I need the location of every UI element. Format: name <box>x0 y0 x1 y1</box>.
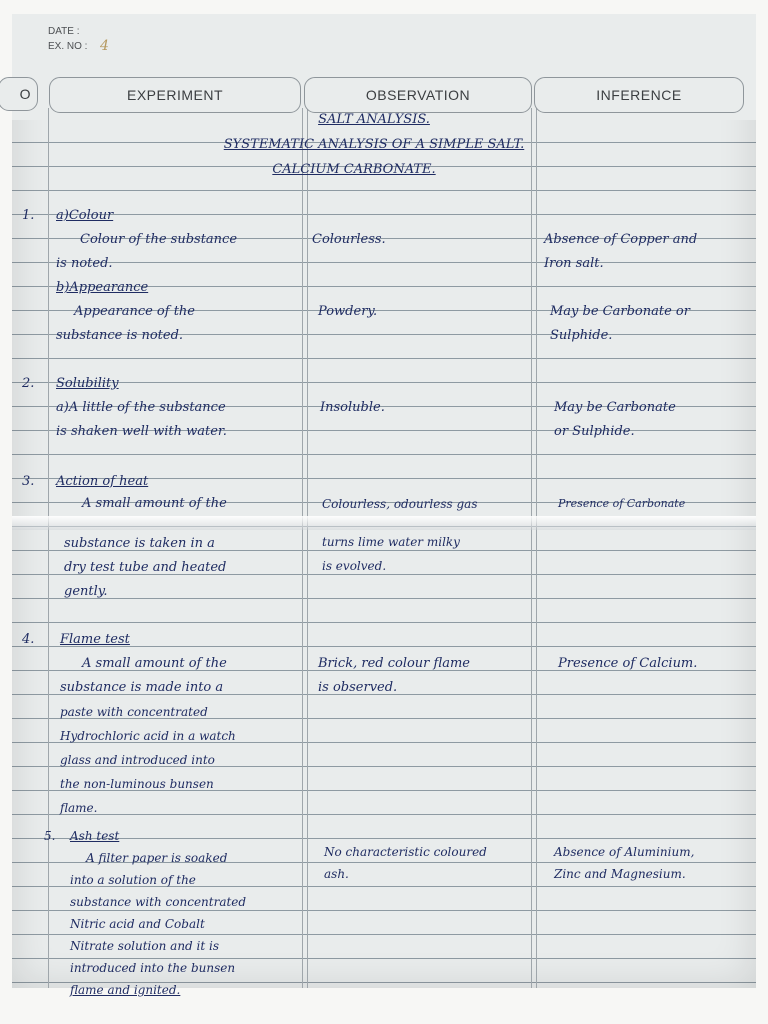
experiment-heading: Ash test <box>70 829 120 843</box>
experiment-heading: Action of heat <box>56 474 149 489</box>
experiment-text: substance with concentrated <box>70 895 247 909</box>
observation-text: Brick, red colour flame <box>318 656 470 671</box>
row-number: 3. <box>22 474 35 489</box>
observation-text: Colourless, odourless gas <box>322 497 478 511</box>
date-label: DATE : <box>48 26 80 37</box>
observation-text: Colourless. <box>312 232 386 247</box>
observation-text: turns lime water milky <box>322 535 460 549</box>
experiment-text: A filter paper is soaked <box>86 851 228 865</box>
inference-text: Sulphide. <box>550 328 613 343</box>
row-number: 1. <box>22 208 35 223</box>
title-systematic-analysis: SYSTEMATIC ANALYSIS OF A SIMPLE SALT. <box>223 137 525 152</box>
inference-text: May be Carbonate <box>554 400 676 415</box>
inference-text: Absence of Copper and <box>544 232 698 247</box>
experiment-text: the non-luminous bunsen <box>60 777 214 791</box>
column-header-inference: INFERENCE <box>534 77 744 113</box>
experiment-text: a)A little of the substance <box>56 400 226 415</box>
experiment-text: dry test tube and heated <box>64 560 227 575</box>
column-header-observation: OBSERVATION <box>304 77 532 113</box>
experiment-text: Appearance of the <box>74 304 195 319</box>
observation-text: Powdery. <box>318 304 378 319</box>
column-header-no: O <box>0 77 38 111</box>
experiment-text: A small amount of the <box>82 496 227 511</box>
row-number: 2. <box>22 376 35 391</box>
observation-text: ash. <box>324 867 349 881</box>
experiment-text: substance is taken in a <box>64 536 215 551</box>
column-rule-experiment <box>302 108 308 988</box>
experiment-text: substance is made into a <box>60 680 224 695</box>
experiment-text: flame. <box>60 801 98 815</box>
row-number: 4. <box>22 632 35 647</box>
inference-text: Iron salt. <box>544 256 604 271</box>
experiment-heading: Flame test <box>60 632 130 647</box>
observation-text: No characteristic coloured <box>324 845 487 859</box>
experiment-heading: b)Appearance <box>56 280 149 295</box>
inference-text: or Sulphide. <box>554 424 635 439</box>
inference-text: May be Carbonate or <box>550 304 690 319</box>
experiment-text: paste with concentrated <box>60 705 208 719</box>
inference-text: Absence of Aluminium, <box>554 845 695 859</box>
inference-text: Zinc and Magnesium. <box>554 867 686 881</box>
experiment-heading: a)Colour <box>56 208 114 223</box>
title-calcium-carbonate: CALCIUM CARBONATE. <box>272 162 436 177</box>
experiment-text: glass and introduced into <box>60 753 215 767</box>
exercise-number-value: 4 <box>100 38 109 54</box>
experiment-text: gently. <box>64 584 108 599</box>
experiment-text: flame and ignited. <box>70 983 181 997</box>
title-salt-analysis: SALT ANALYSIS. <box>318 112 430 127</box>
observation-text: is observed. <box>318 680 398 695</box>
column-rule-no <box>48 108 49 988</box>
experiment-text: introduced into the bunsen <box>70 961 236 975</box>
experiment-text: Nitric acid and Cobalt <box>70 917 205 931</box>
page-fold-crease <box>12 516 756 530</box>
experiment-heading: Solubility <box>56 376 119 391</box>
experiment-text: is shaken well with water. <box>56 424 227 439</box>
experiment-text: into a solution of the <box>70 873 196 887</box>
column-rule-observation <box>531 108 537 988</box>
experiment-text: Hydrochloric acid in a watch <box>60 729 236 743</box>
exercise-number-label: EX. NO : <box>48 41 88 52</box>
notebook-page <box>12 14 756 997</box>
experiment-text: substance is noted. <box>56 328 184 343</box>
column-header-experiment: EXPERIMENT <box>49 77 301 113</box>
observation-text: is evolved. <box>322 559 387 573</box>
experiment-text: Colour of the substance <box>80 232 238 247</box>
experiment-text: Nitrate solution and it is <box>70 939 220 953</box>
experiment-text: A small amount of the <box>82 656 227 671</box>
inference-text: Presence of Calcium. <box>558 656 698 671</box>
experiment-text: is noted. <box>56 256 113 271</box>
inference-text: Presence of Carbonate <box>558 497 686 510</box>
observation-text: Insoluble. <box>320 400 385 415</box>
row-number: 5. <box>44 829 56 843</box>
